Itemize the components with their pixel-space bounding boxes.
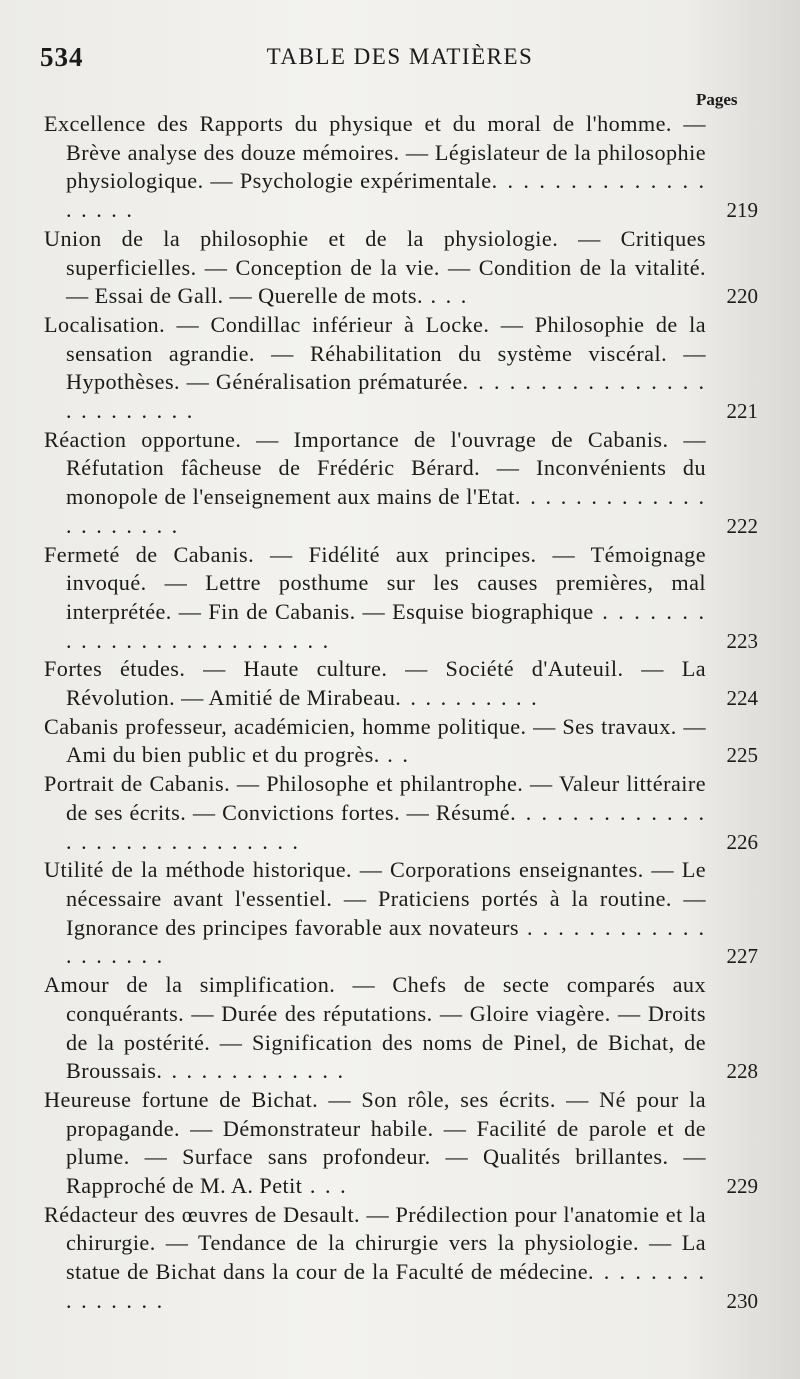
toc-entry <box>44 311 764 426</box>
toc-entry-page-number: 227 <box>726 944 758 969</box>
toc-entry-title: Portrait de Cabanis. — Philosophe et philantrophe. — Valeur littéraire de ses écrits. — Convictions fortes. — Résumé <box>44 771 706 825</box>
running-title: TABLE DES MATIÈRES <box>266 44 534 69</box>
toc-entry-title: Amour de la simplification. — Chefs de secte comparés aux conquérants. — Durée des réputations. — Gloire viagère. — Droits de la postérité. — Signification des noms de Pinel, de Bichat, de Broussais <box>44 972 706 1084</box>
dot-leaders: . . <box>379 742 410 768</box>
page-header <box>40 42 760 78</box>
toc-entry <box>44 1086 764 1201</box>
toc-entry <box>44 971 764 1086</box>
toc-entry <box>44 770 764 856</box>
dot-leaders: . . . . . . . . . . . . . . . <box>66 1259 707 1313</box>
toc-entry <box>44 426 764 541</box>
toc-entry-title: Utilité de la méthode historique. — Corporations enseignantes. — Le nécessaire avant l'essentiel. — Praticiens portés à la routine. — Ignorance des principes favorable aux novateurs <box>44 857 706 940</box>
toc-entry-title: Excellence des Rapports du physique et du moral de l'homme. — Brève analyse des douze mémoires. — Législateur de la philosophie physiologique. — Psychologie expérimentale <box>44 111 706 194</box>
dot-leaders: . . . . . . . . . . . . . . . . . . . . . <box>66 484 707 538</box>
toc-entry-page-number: 225 <box>726 743 758 768</box>
toc-entry-text <box>44 541 706 656</box>
pages-column-label: Pages <box>696 90 738 109</box>
toc-entry-text <box>44 655 706 712</box>
toc-entry-page-number: 223 <box>726 628 758 653</box>
toc-entry-title: Heureuse fortune de Bichat. — Son rôle, ses écrits. — Né pour la propagande. — Démonstrateur habile. — Facilité de parole et de plume. — Surface sans profondeur. — Qualités brillantes. — Rapproché de M. A. Petit <box>44 1086 706 1199</box>
dot-leaders: . . . <box>302 1173 348 1199</box>
toc-entry-page-number: 224 <box>726 686 758 711</box>
page-number: 534 <box>40 42 84 72</box>
toc-entry-text <box>44 1086 706 1201</box>
toc-entry <box>44 110 764 225</box>
toc-entry-text <box>44 856 706 971</box>
toc-entry-title: Fermeté de Cabanis. — Fidélité aux principes. — Témoignage invoqué. — Lettre posthume sur les causes premières, mal interprétée. — Fin de Cabanis. — Esquise biographique <box>44 541 706 624</box>
toc-entry <box>44 856 764 971</box>
toc-entry-title: Union de la philosophie et de la physiologie. — Critiques superficielles. — Conception de la vie. — Condition de la vitalité. — Essai de Gall. — Querelle de mots. <box>44 225 706 309</box>
toc-entry-text <box>44 110 706 225</box>
toc-entry-page-number: 221 <box>726 399 758 424</box>
toc-entry-title: Fortes études. — Haute culture. — Société d'Auteuil. — La Révolution. — Amitié de Mirabeau <box>44 656 706 711</box>
dot-leaders: . . . . . . . . . . . . . . . . . . . . . . . . . <box>66 598 707 653</box>
toc-entry-text <box>44 971 706 1086</box>
dot-leaders: . . . . . . . . . . . . . . . . . . . . . . . . . <box>66 369 707 424</box>
toc-entry-page-number: 220 <box>726 284 758 309</box>
toc-entry-text <box>44 225 706 311</box>
toc-entry-page-number: 219 <box>726 198 758 223</box>
toc-entry-page-number: 228 <box>726 1059 758 1084</box>
table-of-contents <box>44 110 764 1316</box>
toc-entry-title: Localisation. — Condillac inférieur à Locke. — Philosophie de la sensation agrandie. — Réhabilitation du système viscéral. — Hypothèses. — Généralisation prématurée <box>44 311 706 395</box>
toc-entry-text <box>44 1201 706 1316</box>
toc-entry-text <box>44 311 706 426</box>
dot-leaders: . . . . . . . . . . . . . . . . . . . <box>66 168 706 223</box>
dot-leaders: . . . . . . . . . . . . . . . . . . . <box>66 914 707 969</box>
toc-entry-title: Rédacteur des œuvres de Desault. — Prédilection pour l'anatomie et la chirurgie. — Tendance de la chirurgie vers la physiologie. — La statue de Bichat dans la cour de la Faculté de médecine <box>44 1201 706 1285</box>
toc-entry-page-number: 226 <box>726 829 758 854</box>
toc-entry <box>44 541 764 656</box>
toc-entry-title: Cabanis professeur, académicien, homme politique. — Ses travaux. — Ami du bien public et du progrès. <box>44 713 706 768</box>
toc-entry <box>44 655 764 712</box>
toc-entry-page-number: 229 <box>726 1174 758 1199</box>
toc-entry-title: Réaction opportune. — Importance de l'ouvrage de Cabanis. — Réfutation fâcheuse de Frédéric Bérard. — Inconvénients du monopole de l'enseignement aux mains de l'Etat <box>44 426 706 510</box>
toc-entry <box>44 713 764 770</box>
dot-leaders: . . . . . . . . . . . . . <box>156 1058 346 1084</box>
dot-leaders: . . . . . . . . . . . . . . . . . . . . . . . . . . . . . <box>66 799 706 854</box>
toc-entry-text <box>44 713 706 770</box>
dot-leaders: . . . <box>422 283 469 309</box>
toc-entry <box>44 225 764 311</box>
toc-entry-page-number: 222 <box>726 513 758 538</box>
toc-entry-page-number: 230 <box>726 1288 758 1313</box>
toc-entry <box>44 1201 764 1316</box>
toc-entry-text <box>44 770 706 856</box>
toc-entry-text <box>44 426 706 541</box>
dot-leaders: . . . . . . . . . . <box>395 685 539 711</box>
